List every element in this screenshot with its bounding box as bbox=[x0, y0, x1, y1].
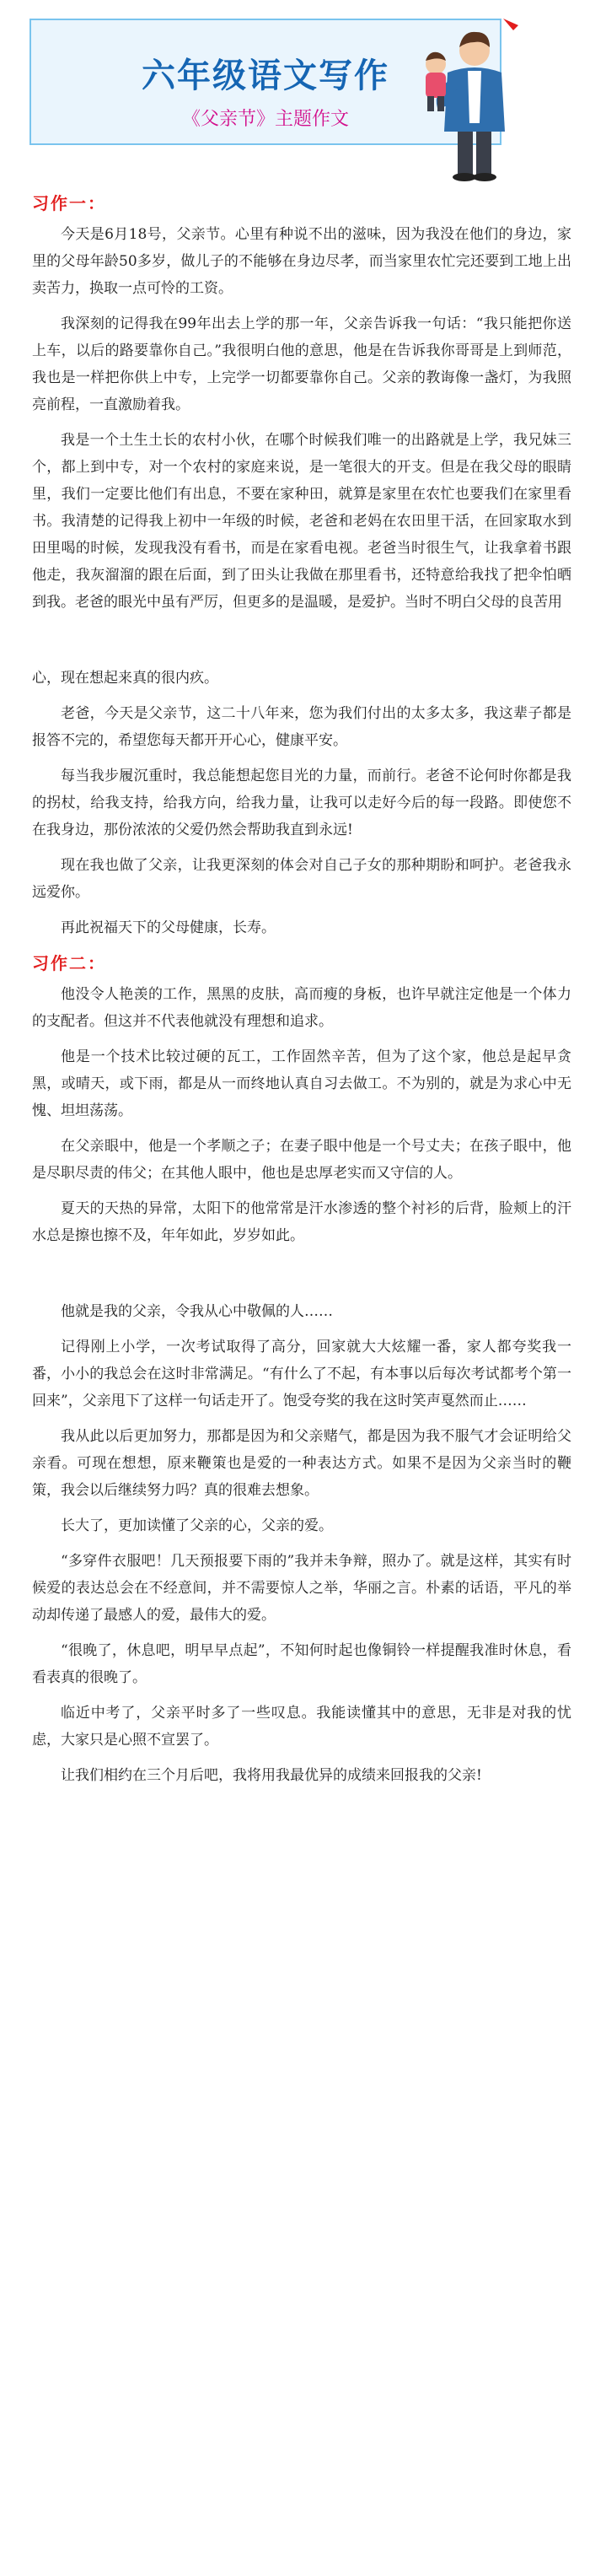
header-banner bbox=[29, 19, 527, 162]
essay2-paragraph-4: 夏天的天热的异常，太阳下的他常常是汗水渗透的整个衬衫的后背，脸颊上的汗水总是擦也擦不及，年年如此，岁岁如此。 bbox=[32, 1200, 571, 1244]
essay1-paragraph-2: 我深刻的记得我在99年出去上学的那一年，父亲告诉我一句话：“我只能把你送上车，以后的路要靠你自己。”我很明白他的意思，他是在告诉我你哥哥是上到师范，我也是一样把你供上中专，上完学一切都要靠你自己。父亲的教诲像一盏灯，为我照亮前程，一直激励着我。 bbox=[32, 315, 571, 413]
essay2-paragraph-7: 我从此以后更加努力，那都是因为和父亲赌气，都是因为我不服气才会证明给父亲看。可现在想想，原来鞭策也是爱的一种表达方式。如果不是因为父亲当时的鞭策，我会以后继续努力吗？真的很难去想象。 bbox=[32, 1428, 571, 1499]
essay1-paragraph-5: 每当我步履沉重时，我总能想起您目光的力量，而前行。老爸不论何时你都是我的拐杖，给我支持，给我方向，给我力量，让我可以走好今后的每一段路。即使您不在我身边，那份浓浓的父爱仍然会帮助我直到永远! bbox=[32, 768, 571, 838]
essay2-paragraph-5: 他就是我的父亲，令我从心中敬佩的人…… bbox=[61, 1303, 333, 1320]
essay1-paragraph-1: 今天是6月18号，父亲节。心里有种说不出的滋味，因为我没在他们的身边，家里的父母年龄50多岁，做儿子的不能够在身边尽孝，而当家里农忙完还要到工地上出卖苦力，换取一点可怜的工资。 bbox=[32, 226, 571, 297]
essay2-paragraph-3: 在父亲眼中，他是一个孝顺之子；在妻子眼中他是一个号丈夫；在孩子眼中，他是尽职尽责的伟父；在其他人眼中，他也是忠厚老实而又守信的人。 bbox=[32, 1138, 571, 1182]
essay2-paragraph-12: 让我们相约在三个月后吧，我将用我最优异的成绩来回报我的父亲! bbox=[61, 1767, 482, 1784]
essay1-paragraph-3: 我是一个土生土长的农村小伙，在哪个时候我们唯一的出路就是上学，我兄妹三个，都上到中专，对一个农村的家庭来说，是一笔很大的开支。但是在我父母的眼睛里，我们一定要比他们有出息，不要在家种田，就算是家里在农忙也要我们在家里看书。我清楚的记得我上初中一年级的时候，老爸和老妈在农田里干活，在回家取水到田里喝的时候，发现我没有看书，而是在家看电视。老爸当时很生气，让我拿着书跟他走，我灰溜溜的跟在后面，到了田头让我做在那里看书，还特意给我找了把伞怕晒到我。老爸的眼光中虽有严厉，但更多的是温暖，是爱护。当时不明白父母的良苦用 bbox=[32, 432, 571, 611]
father-child-illustration bbox=[392, 13, 527, 182]
essay2-paragraph-2: 他是一个技术比较过硬的瓦工，工作固然辛苦，但为了这个家，他总是起早贪黑，或晴天，或下雨，都是从一而终地认真自习去做工。不为别的，就是为求心中无愧、坦坦荡荡。 bbox=[32, 1048, 571, 1119]
essay1-paragraph-3-continued: 心，现在想起来真的很内疚。 bbox=[32, 670, 218, 687]
essay2-paragraph-6: 记得刚上小学，一次考试取得了高分，回家就大大炫耀一番，家人都夸奖我一番，小小的我总会在这时非常满足。“有什么了不起，有本事以后每次考试都考个第一回来”，父亲甩下了这样一句话走开了。饱受夸奖的我在这时笑声戛然而止…… bbox=[32, 1339, 571, 1409]
essay2-paragraph-9: “多穿件衣服吧！几天预报要下雨的”我并未争辩，照办了。就是这样，其实有时候爱的表达总会在不经意间，并不需要惊人之举，华丽之言。朴素的话语，平凡的举动却传递了最感人的爱，最伟大的爱。 bbox=[32, 1553, 571, 1624]
essay2-paragraph-8: 长大了，更加读懂了父亲的心，父亲的爱。 bbox=[61, 1517, 333, 1534]
article-body bbox=[32, 181, 571, 1797]
page-break-gap bbox=[32, 1258, 571, 1298]
essay1-paragraph-6: 现在我也做了父亲，让我更深刻的体会对自己子女的那种期盼和呵护。老爸我永远爱你。 bbox=[32, 857, 571, 901]
essay1-paragraph-7: 再此祝福天下的父母健康，长寿。 bbox=[61, 919, 276, 936]
page-subtitle: 《父亲节》主题作文 bbox=[181, 109, 349, 130]
essay2-heading: 习作二： bbox=[32, 953, 106, 973]
page-break-gap bbox=[32, 624, 571, 665]
essay2-paragraph-10: “很晚了，休息吧，明早早点起”，不知何时起也像铜铃一样提醒我准时休息，看看表真的很晚了。 bbox=[32, 1642, 571, 1686]
essay2-paragraph-1: 他没令人艳羡的工作，黑黑的皮肤，高而瘦的身板，也许早就注定他是一个体力的支配者。但这并不代表他就没有理想和追求。 bbox=[32, 986, 571, 1030]
page-title: 六年级语文写作 bbox=[142, 57, 389, 95]
essay2-paragraph-11: 临近中考了，父亲平时多了一些叹息。我能读懂其中的意思，无非是对我的忧虑，大家只是心照不宣罢了。 bbox=[32, 1705, 571, 1749]
essay1-heading: 习作一： bbox=[32, 193, 106, 213]
essay1-paragraph-4: 老爸，今天是父亲节，这二十八年来，您为我们付出的太多太多，我这辈子都是报答不完的，希望您每天都开开心心，健康平安。 bbox=[32, 705, 571, 749]
